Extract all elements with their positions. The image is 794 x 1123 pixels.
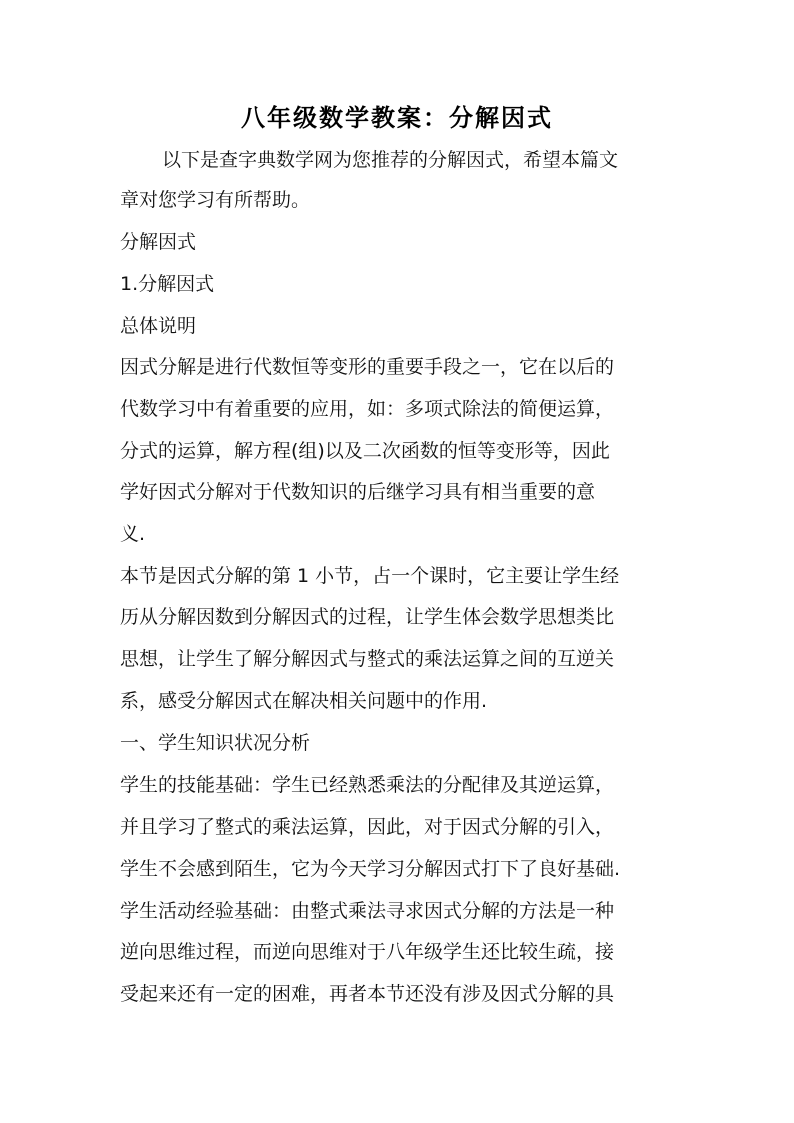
paragraph-line: 分式的运算，解方程(组)以及二次函数的恒等变形等，因此 [120, 440, 610, 462]
paragraph-line: 学生活动经验基础：由整式乘法寻求因式分解的方法是一种 [120, 900, 615, 922]
paragraph-line: 以下是查字典数学网为您推荐的分解因式，希望本篇文 [162, 149, 619, 171]
section-heading: 总体说明 [120, 315, 197, 337]
paragraph-line: 代数学习中有着重要的应用，如：多项式除法的简便运算， [120, 398, 615, 420]
paragraph-line: 因式分解是进行代数恒等变形的重要手段之一，它在以后的 [120, 356, 615, 378]
paragraph-line: 逆向思维过程，而逆向思维对于八年级学生还比较生疏，接 [120, 941, 615, 963]
section-heading: 1.分解因式 [120, 273, 215, 295]
paragraph-line: 学生不会感到陌生，它为今天学习分解因式打下了良好基础. [120, 858, 621, 880]
section-heading: 分解因式 [120, 231, 197, 253]
paragraph-line: 学好因式分解对于代数知识的后继学习具有相当重要的意 [120, 481, 596, 503]
section-heading: 一、学生知识状况分析 [120, 732, 311, 754]
paragraph-line: 受起来还有一定的困难，再者本节还没有涉及因式分解的具 [120, 983, 615, 1005]
paragraph-line: 本节是因式分解的第 1 小节，占一个课时，它主要让学生经 [120, 565, 620, 587]
paragraph-line: 系，感受分解因式在解决相关问题中的作用. [120, 690, 488, 712]
paragraph-line: 历从分解因数到分解因式的过程，让学生体会数学思想类比 [120, 606, 615, 628]
document-title: 八年级数学教案：分解因式 [241, 103, 553, 132]
paragraph-line: 并且学习了整式的乘法运算，因此，对于因式分解的引入， [120, 816, 615, 838]
paragraph-line: 思想，让学生了解分解因式与整式的乘法运算之间的互逆关 [120, 648, 615, 670]
paragraph-line: 学生的技能基础：学生已经熟悉乘法的分配律及其逆运算， [120, 774, 615, 796]
paragraph-line: 义. [120, 523, 146, 545]
paragraph-line: 章对您学习有所帮助。 [120, 189, 311, 211]
